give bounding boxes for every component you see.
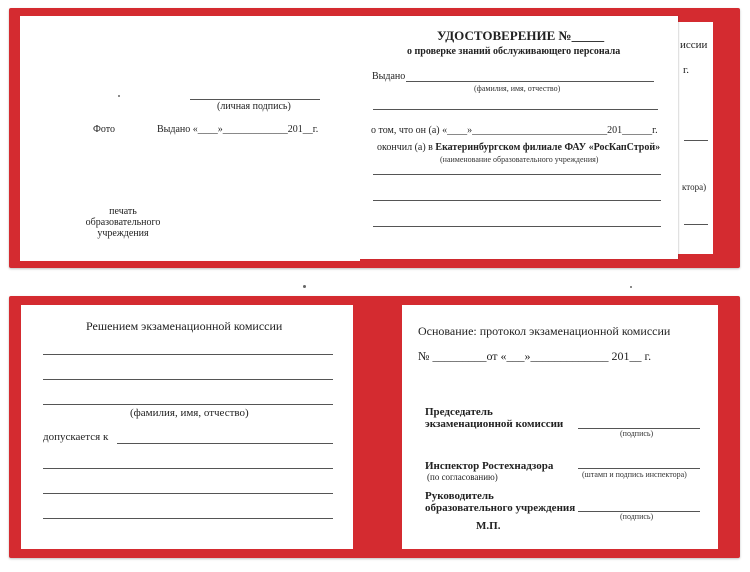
head-signature-caption: (подпись) [620,512,654,521]
stamp-line-1: печать [109,206,137,217]
admitted-line [117,443,333,444]
inspector-note: (по согласованию) [427,472,498,482]
top-left-page [20,16,360,261]
finished-line [377,143,660,153]
admitted-line-3 [43,493,333,494]
speck [118,95,120,97]
decision-line-3 [43,404,333,405]
chair-line-1: Председатель [425,406,493,418]
signature-line [190,99,320,100]
admitted-label: допускается к [43,431,109,443]
bottom-left-page [21,305,353,549]
speck [630,286,632,288]
behind-line-2 [684,224,708,225]
signature-caption: (личная подпись) [217,101,291,112]
inspector-caption: (штамп и подпись инспектора) [582,470,687,479]
head-line-2: образовательного учреждения [425,502,576,514]
issued-name-line [406,81,654,82]
stamp-line-3: учреждения [97,228,149,239]
chair-signature-caption: (подпись) [620,429,654,438]
commission-heading: Решением экзаменационной комиссии [86,319,283,333]
name-line-2 [373,109,658,110]
fio-caption-bottom: (фамилия, имя, отчество) [130,407,249,419]
admitted-line-4 [43,518,333,519]
org-caption: (наименование образовательного учреждения) [440,155,599,164]
head-line-1: Руководитель [425,490,494,502]
finished-prefix: окончил (а) в [377,142,436,153]
photo-label: Фото [93,124,116,135]
behind-fragment-2: г. [683,64,690,76]
certificate-title: УДОСТОВЕРЕНИЕ №_____ [437,28,605,43]
org-line-1 [373,174,661,175]
inspector-signature-line [578,468,700,469]
issued-label: Выдано [372,71,406,82]
behind-fragment-1: иссии [680,39,708,51]
org-line-3 [373,226,661,227]
stamp-line-2: образовательного [85,217,161,228]
decision-line-2 [43,379,333,380]
speck [303,285,306,288]
fio-caption-top: (фамилия, имя, отчество) [474,84,561,93]
behind-line-1 [684,140,708,141]
seal-mark: М.П. [476,520,501,532]
certificate-subtitle: о проверке знаний обслуживающего персонала [407,46,621,57]
decision-line-1 [43,354,333,355]
org-line-2 [373,200,661,201]
finished-org: Екатеринбургском филиале ФАУ «РосКапСтрой» [435,142,661,153]
issued-date-line: Выдано «____»_____________201__г. [157,124,319,135]
basis-line: Основание: протокол экзаменационной комиссии [418,324,671,338]
chair-line-2: экзаменационной комиссии [425,418,564,430]
admitted-line-2 [43,468,333,469]
protocol-number-line: № _________от «___»_____________ 201__ г. [418,349,652,363]
about-date-line: о том, что он (а) «____»___________________________201______г. [371,125,658,136]
inspector-title: Инспектор Ростехнадзора [425,460,554,472]
behind-fragment-3: ктора) [682,182,707,192]
